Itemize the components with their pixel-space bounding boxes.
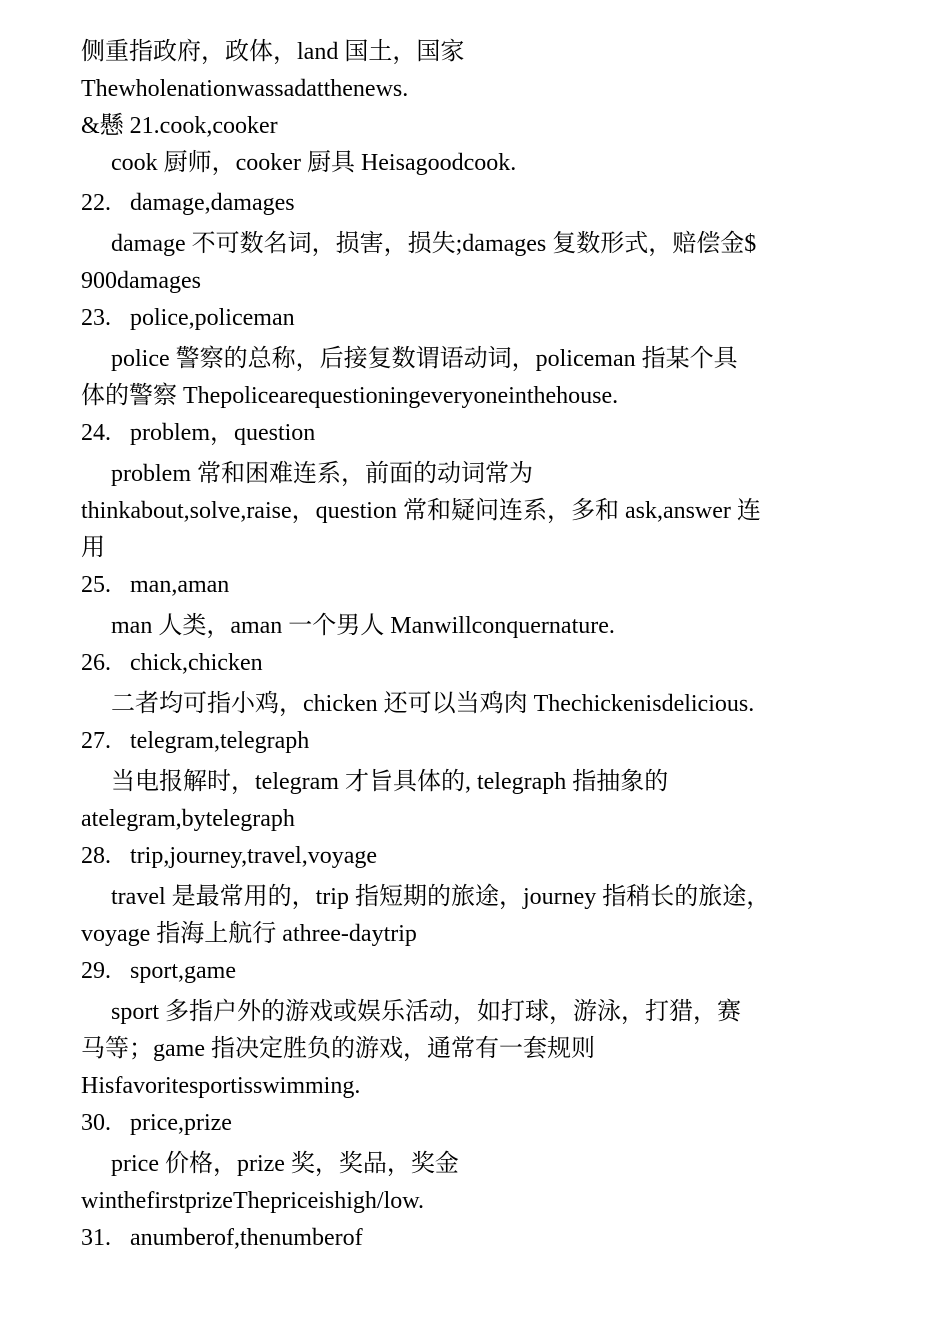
text-line: 侧重指政府，政体，land 国土，国家	[81, 39, 465, 65]
document-page	[81, 34, 871, 1257]
entry-title: man,aman	[130, 572, 230, 598]
entry-title: damage,damages	[130, 190, 295, 216]
text-line: voyage 指海上航行 athree-daytrip	[81, 921, 417, 947]
text-line: winthefirstprizeThepriceishigh/low.	[81, 1188, 425, 1214]
entry-number: 22.	[81, 190, 111, 216]
entry-number: 24.	[81, 420, 111, 446]
text-line: man 人类，aman 一个男人 Manwillconquernature.	[111, 613, 615, 639]
entry-heading-31	[81, 1220, 871, 1257]
entry-heading-24	[81, 415, 871, 452]
text-line: problem 常和困难连系，前面的动词常为	[111, 461, 533, 487]
text-line: 二者均可指小鸡，chicken 还可以当鸡肉 Thechickenisdelicious.	[111, 691, 755, 717]
text-line: price 价格，prize 奖，奖品，奖金	[111, 1151, 459, 1177]
entry-number: 25.	[81, 572, 111, 598]
entry-title: sport,game	[130, 958, 236, 984]
text-line: Thewholenationwassadatthenews.	[81, 76, 409, 102]
entry-heading-27	[81, 723, 871, 760]
entry-title: price,prize	[130, 1110, 232, 1136]
text-line: damage 不可数名词，损害，损失;damages 复数形式，赔偿金$	[111, 231, 757, 257]
entry-title: anumberof,thenumberof	[130, 1225, 363, 1251]
text-line: cook 厨师，cooker 厨具 Heisagoodcook.	[111, 150, 517, 176]
entry-title: police,policeman	[130, 305, 295, 331]
text-line: 当电报解时，telegram 才旨具体的, telegraph 指抽象的	[111, 769, 669, 795]
text-line: 用	[81, 535, 105, 561]
entry-number: 27.	[81, 728, 111, 754]
entry-number: 30.	[81, 1110, 111, 1136]
text-line: &懸 21.cook,cooker	[81, 113, 278, 139]
text-line: police 警察的总称，后接复数谓语动词，policeman 指某个具	[111, 346, 738, 372]
entry-number: 31.	[81, 1225, 111, 1251]
text-line: 900damages	[81, 268, 201, 294]
entry-heading-23	[81, 300, 871, 337]
entry-heading-22	[81, 185, 871, 222]
entry-heading-26	[81, 645, 871, 682]
text-line: sport 多指户外的游戏或娱乐活动，如打球，游泳，打猎，赛	[111, 999, 741, 1025]
entry-title: trip,journey,travel,voyage	[130, 843, 378, 869]
entry-heading-30	[81, 1105, 871, 1142]
text-line: thinkabout,solve,raise，question 常和疑问连系，多和 ask,answer 连	[81, 498, 761, 524]
entry-number: 23.	[81, 305, 111, 331]
entry-title: chick,chicken	[130, 650, 263, 676]
text-line: 马等；game 指决定胜负的游戏，通常有一套规则	[81, 1036, 595, 1062]
text-line: 体的警察 Thepolicearequestioningeveryoneinthehouse.	[81, 383, 619, 409]
text-line: travel 是最常用的，trip 指短期的旅途，journey 指稍长的旅途，	[111, 884, 771, 910]
entry-title: telegram,telegraph	[130, 728, 310, 754]
text-line: atelegram,bytelegraph	[81, 806, 295, 832]
entry-number: 26.	[81, 650, 111, 676]
entry-number: 29.	[81, 958, 111, 984]
entry-heading-29	[81, 953, 871, 990]
text-line: Hisfavoritesportisswimming.	[81, 1073, 361, 1099]
entry-number: 28.	[81, 843, 111, 869]
entry-heading-28	[81, 838, 871, 875]
entry-heading-25	[81, 567, 871, 604]
entry-title: problem，question	[130, 420, 316, 446]
